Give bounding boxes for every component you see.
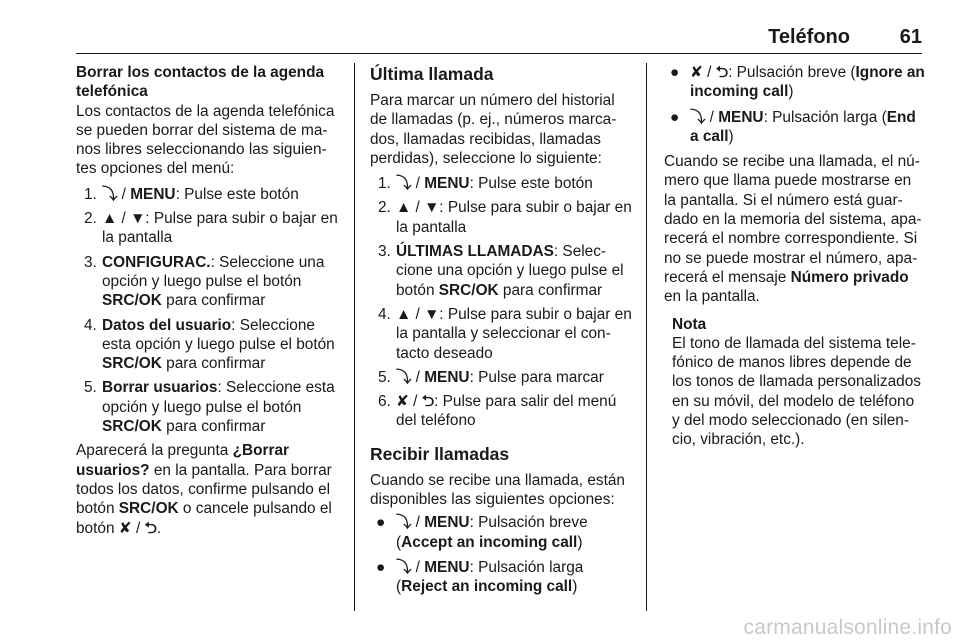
note-title: Nota [672, 315, 707, 333]
mute-icon: ✘ [118, 519, 132, 537]
page-title: Teléfono [768, 26, 850, 48]
mute-icon: ✘ [690, 64, 703, 81]
outro-paragraph: Aparecerá la pregunta ¿Borrar usuarios? en la pantalla. Para borrar todos los datos, confirme pulsando el botón SRC/OK o cancele pulsando el botón ✘ / ⮌. [76, 442, 332, 537]
step-item: 1. ⤵ / MENU: Pulse este botón [378, 175, 593, 193]
up-arrow-icon: ▲ [396, 199, 412, 217]
note-text: El tono de llamada del sistema tele-fónico de manos libres depende de los tonos de llamada personalizados en su móvil, del modelo de teléfono y del modo seleccionado (en silen-cio, vibración, etc.). [672, 334, 921, 449]
section-heading-receive-calls: Recibir llamadas [370, 443, 510, 464]
back-icon: ⮌ [144, 519, 157, 537]
back-icon: ⮌ [715, 64, 729, 81]
back-icon: ⮌ [421, 393, 435, 411]
intro-paragraph: Los contactos de la agenda telefónica se pueden borrar del sistema de ma-nos libres seleccionando las siguien-tes opciones del menú: [76, 102, 335, 178]
down-arrow-icon: ▼ [130, 210, 146, 228]
column-3 [664, 63, 926, 450]
column-divider-2 [646, 63, 647, 611]
header-rule [76, 53, 922, 54]
intro-paragraph: Para marcar un número del historial de llamadas (p. ej., números marca-dos, llamadas recibidas, llamadas perdidas), seleccione lo siguiente: [370, 92, 617, 167]
phone-icon: ⤵ [690, 108, 706, 126]
mute-icon: ✘ [396, 393, 409, 411]
phone-icon: ⤵ [396, 175, 412, 193]
column-divider-1 [354, 63, 355, 611]
step-item: 4. ▲ / ▼: Pulse para subir o bajar en la pantalla y seleccionar el con-tacto deseado [378, 305, 632, 362]
page-header [0, 0, 960, 54]
up-arrow-icon: ▲ [396, 305, 412, 323]
option-item: ● ⤵ / MENU: Pulsación larga (End a call) [670, 108, 916, 145]
step-item: 3. CONFIGURAC.: Seleccione una opción y luego pulse el botón SRC/OK para confirmar [84, 253, 325, 310]
steps-list [76, 185, 342, 437]
step-item: 6. ✘ / ⮌: Pulse para salir del menú del teléfono [378, 393, 617, 430]
step-item: 2. ▲ / ▼: Pulse para subir o bajar en la pantalla [378, 199, 632, 236]
column-2 [370, 63, 633, 603]
phone-icon: ⤵ [396, 514, 412, 532]
step-item: 2. ▲ / ▼: Pulse para subir o bajar en la pantalla [84, 210, 338, 247]
watermark: carmanualsonline.info [743, 616, 952, 639]
steps-list [370, 174, 633, 431]
column-1 [76, 63, 342, 541]
phone-icon: ⤵ [102, 185, 118, 203]
up-arrow-icon: ▲ [102, 210, 118, 228]
options-list [664, 63, 926, 146]
page-number: 61 [899, 26, 922, 48]
options-list [370, 513, 633, 596]
step-item: 5. ⤵ / MENU: Pulse para marcar [378, 368, 604, 386]
step-item: 3. ÚLTIMAS LLAMADAS: Selec-cione una opción y luego pulse el botón SRC/OK para confirmar [378, 243, 624, 299]
down-arrow-icon: ▼ [424, 305, 440, 323]
intro-paragraph: Cuando se recibe una llamada, están disponibles las siguientes opciones: [370, 471, 625, 509]
section-heading-delete-contacts: Borrar los contactos de la agenda telefónica [76, 64, 325, 101]
caller-id-paragraph: Cuando se recibe una llamada, el nú-mero que llama puede mostrarse en la pantalla. Si el número está guar-dado en la memoria del sistema, apa-recerá el nombre correspondiente. Si no se puede mostrar el número, apa-recerá el mensaje Número privado en la pantalla. [664, 153, 922, 306]
phone-icon: ⤵ [396, 368, 412, 386]
step-item: 1. ⤵ / MENU: Pulse este botón [84, 185, 299, 203]
option-item: ● ⤵ / MENU: Pulsación larga (Reject an incoming call) [376, 558, 584, 596]
option-item: ● ⤵ / MENU: Pulsación breve (Accept an incoming call) [376, 514, 588, 551]
phone-icon: ⤵ [396, 558, 412, 576]
option-item: ● ✘ / ⮌: Pulsación breve (Ignore an incoming call) [670, 64, 925, 101]
note-box [664, 315, 926, 450]
step-item: 5. Borrar usuarios: Seleccione esta opción y luego pulse el botón SRC/OK para confirmar [84, 379, 335, 436]
step-item: 4. Datos del usuario: Seleccione esta opción y luego pulse el botón SRC/OK para confirmar [84, 316, 335, 373]
section-heading-last-call: Última llamada [370, 64, 494, 84]
down-arrow-icon: ▼ [424, 199, 440, 217]
